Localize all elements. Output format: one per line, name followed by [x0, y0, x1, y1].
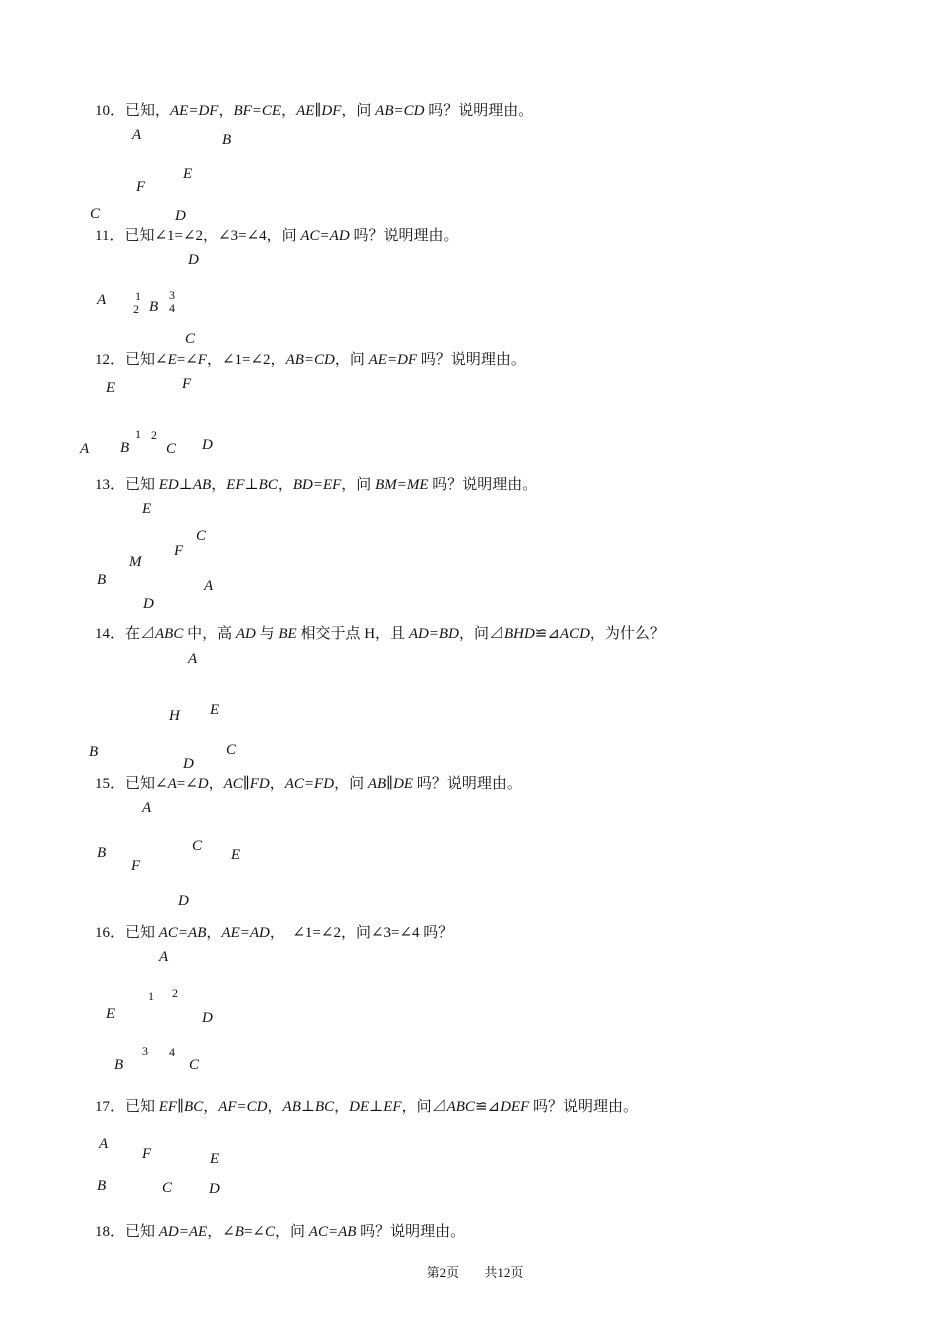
page-total: 共12页 [484, 1265, 524, 1280]
question-text: AB=CD [375, 103, 425, 119]
figure-point-label: B [222, 132, 232, 148]
figure-point-label: D [143, 596, 154, 612]
figure-point-label: D [202, 437, 213, 453]
question-q15 [95, 772, 522, 793]
figure-point-label: E [106, 380, 116, 396]
question-text: AD=AE [158, 1224, 208, 1240]
question-text: 12．已知∠ [95, 352, 168, 368]
question-text: AC=AD [300, 228, 350, 244]
question-text: B [234, 1224, 244, 1240]
question-text: ，为什么？ [589, 626, 665, 642]
question-text: BM=ME [375, 477, 429, 493]
figure-point-label: C [189, 1057, 200, 1073]
question-text: EF [158, 1099, 178, 1115]
question-text: ，∠ [207, 1224, 235, 1240]
question-q17 [95, 1095, 638, 1116]
figure-point-label: B [120, 440, 130, 456]
question-text: FD [249, 776, 270, 792]
question-text: BC [184, 1099, 204, 1115]
figure-point-label: F [182, 376, 192, 392]
question-text: 吗？说明理由。 [356, 1224, 466, 1240]
question-text: ∥ [314, 103, 322, 119]
figure-point-label: D [188, 252, 199, 268]
question-text: BHD [503, 626, 535, 642]
question-text: ED [158, 477, 179, 493]
figure-angle-number: 4 [169, 1045, 175, 1059]
question-text: AD [235, 626, 256, 642]
question-text: E [167, 352, 177, 368]
figure-point-label: E [183, 166, 193, 182]
figure-point-label: B [149, 299, 159, 315]
page-number: 第2页 [426, 1265, 460, 1280]
question-text: ⊥ [300, 1099, 315, 1115]
question-text: ， [267, 1099, 283, 1115]
question-text: 10．已知， [95, 103, 171, 119]
question-text: 吗？说明理由。 [413, 776, 522, 792]
question-text: 18．已知 [95, 1224, 159, 1240]
figure-point-label: A [142, 800, 152, 816]
figure-point-label: C [192, 838, 203, 854]
question-text: A [167, 776, 177, 792]
question-text: 17．已知 [95, 1099, 159, 1115]
question-text: AC=AB [308, 1224, 357, 1240]
question-text: ，∠1=∠2， [206, 352, 286, 368]
question-text: BC [314, 1099, 335, 1115]
question-text: DF [321, 103, 342, 119]
question-text: =∠ [176, 352, 198, 368]
question-text: AF=CD [218, 1099, 268, 1115]
question-text: ， [334, 1099, 350, 1115]
question-text: AB [282, 1099, 301, 1115]
figure-point-label: A [159, 949, 169, 965]
question-text: ， [203, 1099, 219, 1115]
question-q16 [95, 921, 453, 942]
figure-angle-number: 2 [151, 428, 157, 442]
figure-point-label: A [80, 441, 90, 457]
question-text: AE [296, 103, 315, 119]
figure-point-label: F [142, 1146, 152, 1162]
figure-angle-number: 3 [142, 1044, 148, 1058]
figure-point-label: D [175, 208, 186, 224]
question-text: AB [192, 477, 212, 493]
question-text: ，问⊿ [401, 1099, 447, 1115]
figure-point-label: A [204, 578, 214, 594]
figure-point-label: A [132, 127, 142, 143]
figure-point-label: B [97, 1178, 107, 1194]
figure-point-label: C [90, 206, 101, 222]
question-text: AC [223, 776, 243, 792]
figure-point-label: E [210, 702, 220, 718]
question-text: ，问 [341, 103, 376, 119]
question-text: D [197, 776, 209, 792]
figure-angle-number: 3 [169, 288, 175, 302]
figure-point-label: F [131, 858, 141, 874]
figure-point-label: D [183, 756, 194, 772]
question-text: 吗？说明理由。 [428, 477, 538, 493]
question-text: AC=FD [284, 776, 335, 792]
figure-point-label: B [89, 744, 99, 760]
figure-point-label: C [162, 1180, 173, 1196]
figure-point-label: F [136, 179, 146, 195]
figure-point-label: A [97, 292, 107, 308]
question-text: AE=AD [221, 925, 270, 941]
question-text: AB=CD [285, 352, 335, 368]
figure-point-label: D [178, 893, 189, 909]
question-text: =∠ [243, 1224, 265, 1240]
question-q18 [95, 1220, 465, 1241]
question-q12 [95, 348, 526, 369]
question-text: AC=AB [158, 925, 207, 941]
question-q14 [95, 622, 665, 643]
figure-point-label: E [210, 1151, 220, 1167]
question-text: ∥ [386, 776, 394, 792]
question-text: ， [277, 477, 293, 493]
question-q13 [95, 473, 537, 494]
question-text: ，问⊿ [458, 626, 504, 642]
question-text: 14．在⊿ [95, 626, 156, 642]
question-text: 13．已知 [95, 477, 159, 493]
question-text: ABC [155, 626, 184, 642]
figure-point-label: D [209, 1181, 220, 1197]
figure-point-label: E [231, 847, 241, 863]
question-text: ，问 [334, 776, 368, 792]
figure-point-label: B [97, 845, 107, 861]
figure-point-label: C [196, 528, 207, 544]
question-text: EF [383, 1099, 402, 1115]
question-text: DE [349, 1099, 370, 1115]
figure-point-label: F [174, 543, 184, 559]
question-text: AB [367, 776, 387, 792]
question-text: ，问 [275, 1224, 309, 1240]
question-text: 吗？说明理由。 [529, 1099, 639, 1115]
figure-angle-number: 1 [135, 427, 141, 441]
question-text: ∥ [242, 776, 250, 792]
question-text: ≌⊿ [534, 626, 560, 642]
question-text: ， [269, 776, 285, 792]
question-q11 [95, 224, 458, 245]
question-text: ⊥ [178, 477, 193, 493]
figure-point-label: H [169, 708, 180, 724]
page-footer [0, 1262, 950, 1281]
question-text: ， [206, 925, 222, 941]
question-text: ，问 [334, 352, 369, 368]
question-text: AE=DF [368, 352, 418, 368]
figure-angle-number: 2 [133, 302, 139, 316]
question-text: BC [258, 477, 278, 493]
question-text: ， [218, 103, 234, 119]
question-text: ，问 [341, 477, 376, 493]
question-text: ⊥ [244, 477, 259, 493]
figure-point-label: M [129, 554, 142, 570]
figure-point-label: A [99, 1136, 109, 1152]
question-text: =∠ [176, 776, 198, 792]
question-text: ， [211, 477, 227, 493]
question-text: ， ∠1=∠2，问∠3=∠4 吗？ [269, 925, 454, 941]
question-text: 中，高 [183, 626, 236, 642]
question-text: 与 [255, 626, 279, 642]
figure-angle-number: 1 [135, 289, 141, 303]
question-text: AD=BD [408, 626, 459, 642]
question-text: ， [281, 103, 297, 119]
question-text: EF [226, 477, 245, 493]
question-text: ⊥ [369, 1099, 384, 1115]
question-text: ≌⊿ [474, 1099, 501, 1115]
question-text: 16．已知 [95, 925, 159, 941]
question-text: DEF [500, 1099, 530, 1115]
figure-point-label: E [142, 501, 152, 517]
question-text: ， [208, 776, 224, 792]
figure-point-label: C [185, 331, 196, 347]
question-text: 吗？说明理由。 [349, 228, 459, 244]
figure-angle-number: 4 [169, 301, 175, 315]
question-text: C [265, 1224, 276, 1240]
figure-point-label: C [166, 441, 177, 457]
question-text: ∥ [177, 1099, 185, 1115]
question-text: F [197, 352, 207, 368]
question-text: 相交于点 H，且 [296, 626, 409, 642]
question-text: BD=EF [292, 477, 342, 493]
figure-point-label: C [226, 742, 237, 758]
figure-angle-number: 1 [148, 989, 154, 1003]
question-text: DE [393, 776, 414, 792]
question-text: 吗？说明理由。 [417, 352, 526, 368]
figure-point-label: D [202, 1010, 213, 1026]
question-text: BF=CE [233, 103, 282, 119]
question-text: ACD [559, 626, 590, 642]
question-text: 11．已知∠1=∠2，∠3=∠4，问 [95, 228, 301, 244]
figure-point-label: E [106, 1006, 116, 1022]
figure-point-label: B [97, 572, 107, 588]
question-text: ABC [446, 1099, 475, 1115]
question-text: 吗？说明理由。 [424, 103, 534, 119]
figure-point-label: B [114, 1057, 124, 1073]
question-q10 [95, 99, 533, 120]
question-text: 15．已知∠ [95, 776, 168, 792]
figure-point-label: A [188, 651, 198, 667]
question-text: BE [278, 626, 297, 642]
question-text: AE=DF [170, 103, 219, 119]
figure-angle-number: 2 [172, 986, 178, 1000]
